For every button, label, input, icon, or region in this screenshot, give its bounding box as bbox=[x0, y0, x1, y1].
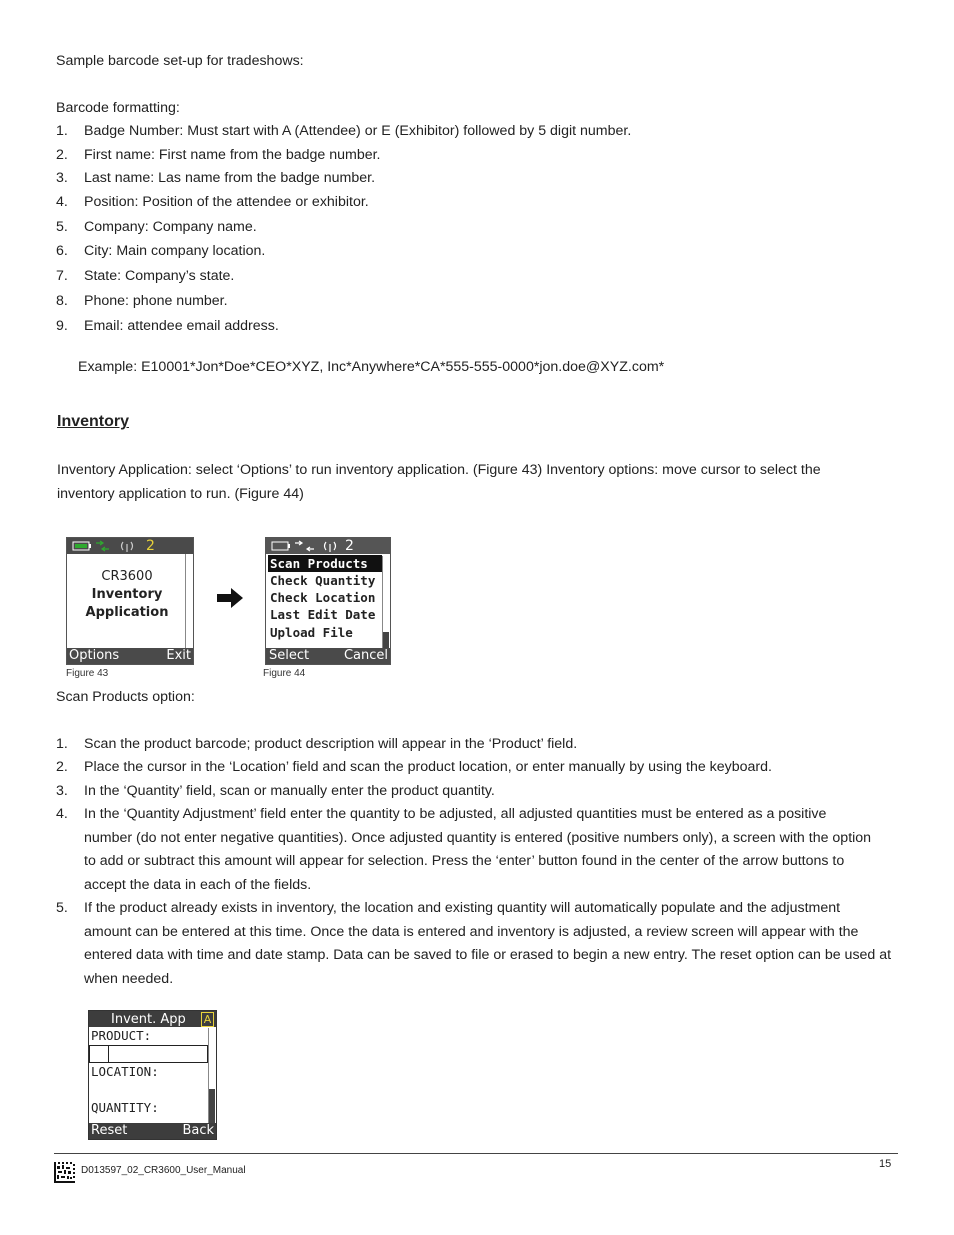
softkey-bar bbox=[67, 648, 193, 664]
scan-item-number: 5. bbox=[56, 900, 68, 916]
scrollbar bbox=[185, 554, 192, 648]
scan-item-text: Scan the product barcode; product description will appear in the ‘Product’ field. bbox=[84, 736, 578, 752]
datamatrix-code bbox=[54, 1162, 75, 1183]
inventory-paragraph: Inventory Application: select ‘Options’ to run inventory application. (Figure 43) Inventory options: move cursor to select the inventory application to run. (Figure 44) bbox=[57, 462, 821, 502]
figure-43-screen bbox=[66, 537, 194, 665]
scan-item-text: number (do not enter negative quantities). Once adjusted quantity is entered (positive numbers only), a screen with the option bbox=[84, 829, 872, 846]
format-item-number: 2. bbox=[56, 147, 68, 163]
scan-item-text: In the ‘Quantity Adjustment’ field enter the quantity to be adjusted, all adjusted quantities must be entered as a positive bbox=[84, 806, 827, 822]
scan-item-text: In the ‘Quantity’ field, scan or manually enter the product quantity. bbox=[84, 783, 495, 799]
scan-item-text: entered data with time and date stamp. Data can be saved to file or erased to begin a new entry. The reset option can be used at bbox=[84, 947, 892, 963]
product-label: PRODUCT: bbox=[91, 1028, 152, 1043]
signal-icon bbox=[325, 542, 336, 552]
scrollbar bbox=[208, 1028, 215, 1123]
scan-item-text: when needed. bbox=[84, 970, 174, 987]
inventory-heading: Inventory bbox=[57, 413, 130, 430]
menu-item-last-edit-date[interactable]: Last Edit Date bbox=[270, 607, 376, 622]
scan-item-text: to add or subtract this amount will appear for selection. Press the ‘enter’ button found in the center of the arrow buttons to bbox=[84, 853, 845, 869]
format-item-text: State: Company’s state. bbox=[84, 268, 235, 284]
scan-title: Scan Products option: bbox=[56, 689, 195, 705]
format-item-number: 1. bbox=[56, 123, 68, 139]
scan-item-number: 1. bbox=[56, 736, 68, 752]
figure-44-screen bbox=[265, 537, 391, 665]
scan-item-number: 4. bbox=[56, 806, 68, 822]
tx-arrow-icon bbox=[295, 541, 302, 545]
scan-item-text: Place the cursor in the ‘Location’ field and scan the product location, or enter manually by using the keyboard. bbox=[84, 759, 772, 775]
scan-item-text: accept the data in each of the fields. bbox=[84, 876, 312, 893]
reset-softkey[interactable]: Reset bbox=[91, 1123, 128, 1138]
format-item-text: First name: First name from the badge number. bbox=[84, 147, 381, 163]
app-title-line: CR3600 bbox=[101, 569, 153, 584]
battery-level bbox=[75, 544, 87, 548]
format-item-number: 8. bbox=[56, 293, 68, 309]
figure-44-caption: Figure 44 bbox=[263, 668, 306, 679]
app-title-line: Application bbox=[85, 605, 169, 620]
format-item-text: Position: Position of the attendee or exhibitor. bbox=[84, 194, 369, 210]
invent-app-screen bbox=[88, 1010, 217, 1140]
footer-rule bbox=[54, 1153, 898, 1154]
format-item-number: 4. bbox=[56, 194, 68, 210]
page-number: 15 bbox=[879, 1158, 892, 1170]
select-softkey[interactable]: Select bbox=[269, 648, 310, 663]
rx-arrow-icon bbox=[307, 547, 314, 551]
format-item-number: 7. bbox=[56, 268, 68, 284]
status-bar bbox=[266, 538, 390, 554]
format-item-number: 9. bbox=[56, 318, 68, 334]
scrollbar-thumb bbox=[209, 1089, 215, 1123]
menu-item-upload-file[interactable]: Upload File bbox=[270, 625, 353, 640]
text-cursor bbox=[108, 1046, 109, 1062]
status-icons bbox=[67, 538, 193, 554]
format-item-text: Phone: phone number. bbox=[84, 293, 228, 309]
menu-item-scan-products[interactable]: Scan Products bbox=[268, 555, 382, 572]
format-item-text: Last name: Las name from the badge number. bbox=[84, 170, 376, 186]
options-softkey[interactable]: Options bbox=[69, 648, 120, 663]
menu-item-check-quantity[interactable]: Check Quantity bbox=[270, 573, 376, 588]
tx-arrow-icon bbox=[96, 541, 103, 545]
status-bar bbox=[67, 538, 193, 554]
battery-icon bbox=[272, 542, 288, 550]
example-text: Example: E10001*Jon*Doe*CEO*XYZ, Inc*Anywhere*CA*555-555-0000*jon.doe@XYZ.com* bbox=[78, 359, 665, 375]
scan-item-number: 2. bbox=[56, 759, 68, 775]
scan-item-number: 3. bbox=[56, 783, 68, 799]
format-item-number: 6. bbox=[56, 243, 68, 259]
quantity-label: QUANTITY: bbox=[91, 1100, 159, 1115]
doc-id: D013597_02_CR3600_User_Manual bbox=[81, 1165, 246, 1176]
format-item-text: Email: attendee email address. bbox=[84, 318, 279, 334]
softkey-bar bbox=[89, 1123, 216, 1139]
scrollbar-thumb bbox=[383, 632, 389, 648]
scrollbar bbox=[382, 556, 389, 648]
format-item-number: 5. bbox=[56, 219, 68, 235]
signal-icon bbox=[122, 542, 133, 552]
scan-item-text: If the product already exists in inventory, the location and existing quantity will automatically populate and the adjustment bbox=[84, 900, 841, 916]
intro-text: Sample barcode set-up for tradeshows: bbox=[56, 53, 304, 69]
exit-softkey[interactable]: Exit bbox=[166, 648, 191, 663]
menu-item-check-location[interactable]: Check Location bbox=[270, 590, 376, 605]
screen-title: Invent. App bbox=[111, 1012, 186, 1027]
rx-arrow-icon bbox=[102, 547, 109, 551]
back-softkey[interactable]: Back bbox=[182, 1123, 214, 1138]
app-title-line: Inventory bbox=[91, 587, 163, 602]
status-number: 2 bbox=[345, 538, 354, 554]
input-mode-badge: A bbox=[201, 1012, 214, 1027]
right-arrow-icon bbox=[217, 588, 243, 608]
status-number: 2 bbox=[146, 538, 155, 554]
figure-43-caption: Figure 43 bbox=[66, 668, 109, 679]
scan-item-text: amount can be entered at this time. Once the data is entered and inventory is adjusted, a review screen will appear with the bbox=[84, 923, 859, 940]
format-item-text: Company: Company name. bbox=[84, 219, 257, 235]
status-icons bbox=[266, 538, 390, 554]
format-item-text: Badge Number: Must start with A (Attendee) or E (Exhibitor) followed by 5 digit number. bbox=[84, 123, 632, 139]
app-title bbox=[67, 568, 187, 622]
softkey-bar bbox=[266, 648, 390, 664]
product-input[interactable] bbox=[89, 1045, 208, 1063]
format-item-text: City: Main company location. bbox=[84, 243, 266, 259]
cancel-softkey[interactable]: Cancel bbox=[343, 648, 388, 663]
title-bar bbox=[89, 1011, 216, 1027]
format-title: Barcode formatting: bbox=[56, 100, 180, 116]
location-label: LOCATION: bbox=[91, 1064, 159, 1079]
format-item-number: 3. bbox=[56, 170, 68, 186]
